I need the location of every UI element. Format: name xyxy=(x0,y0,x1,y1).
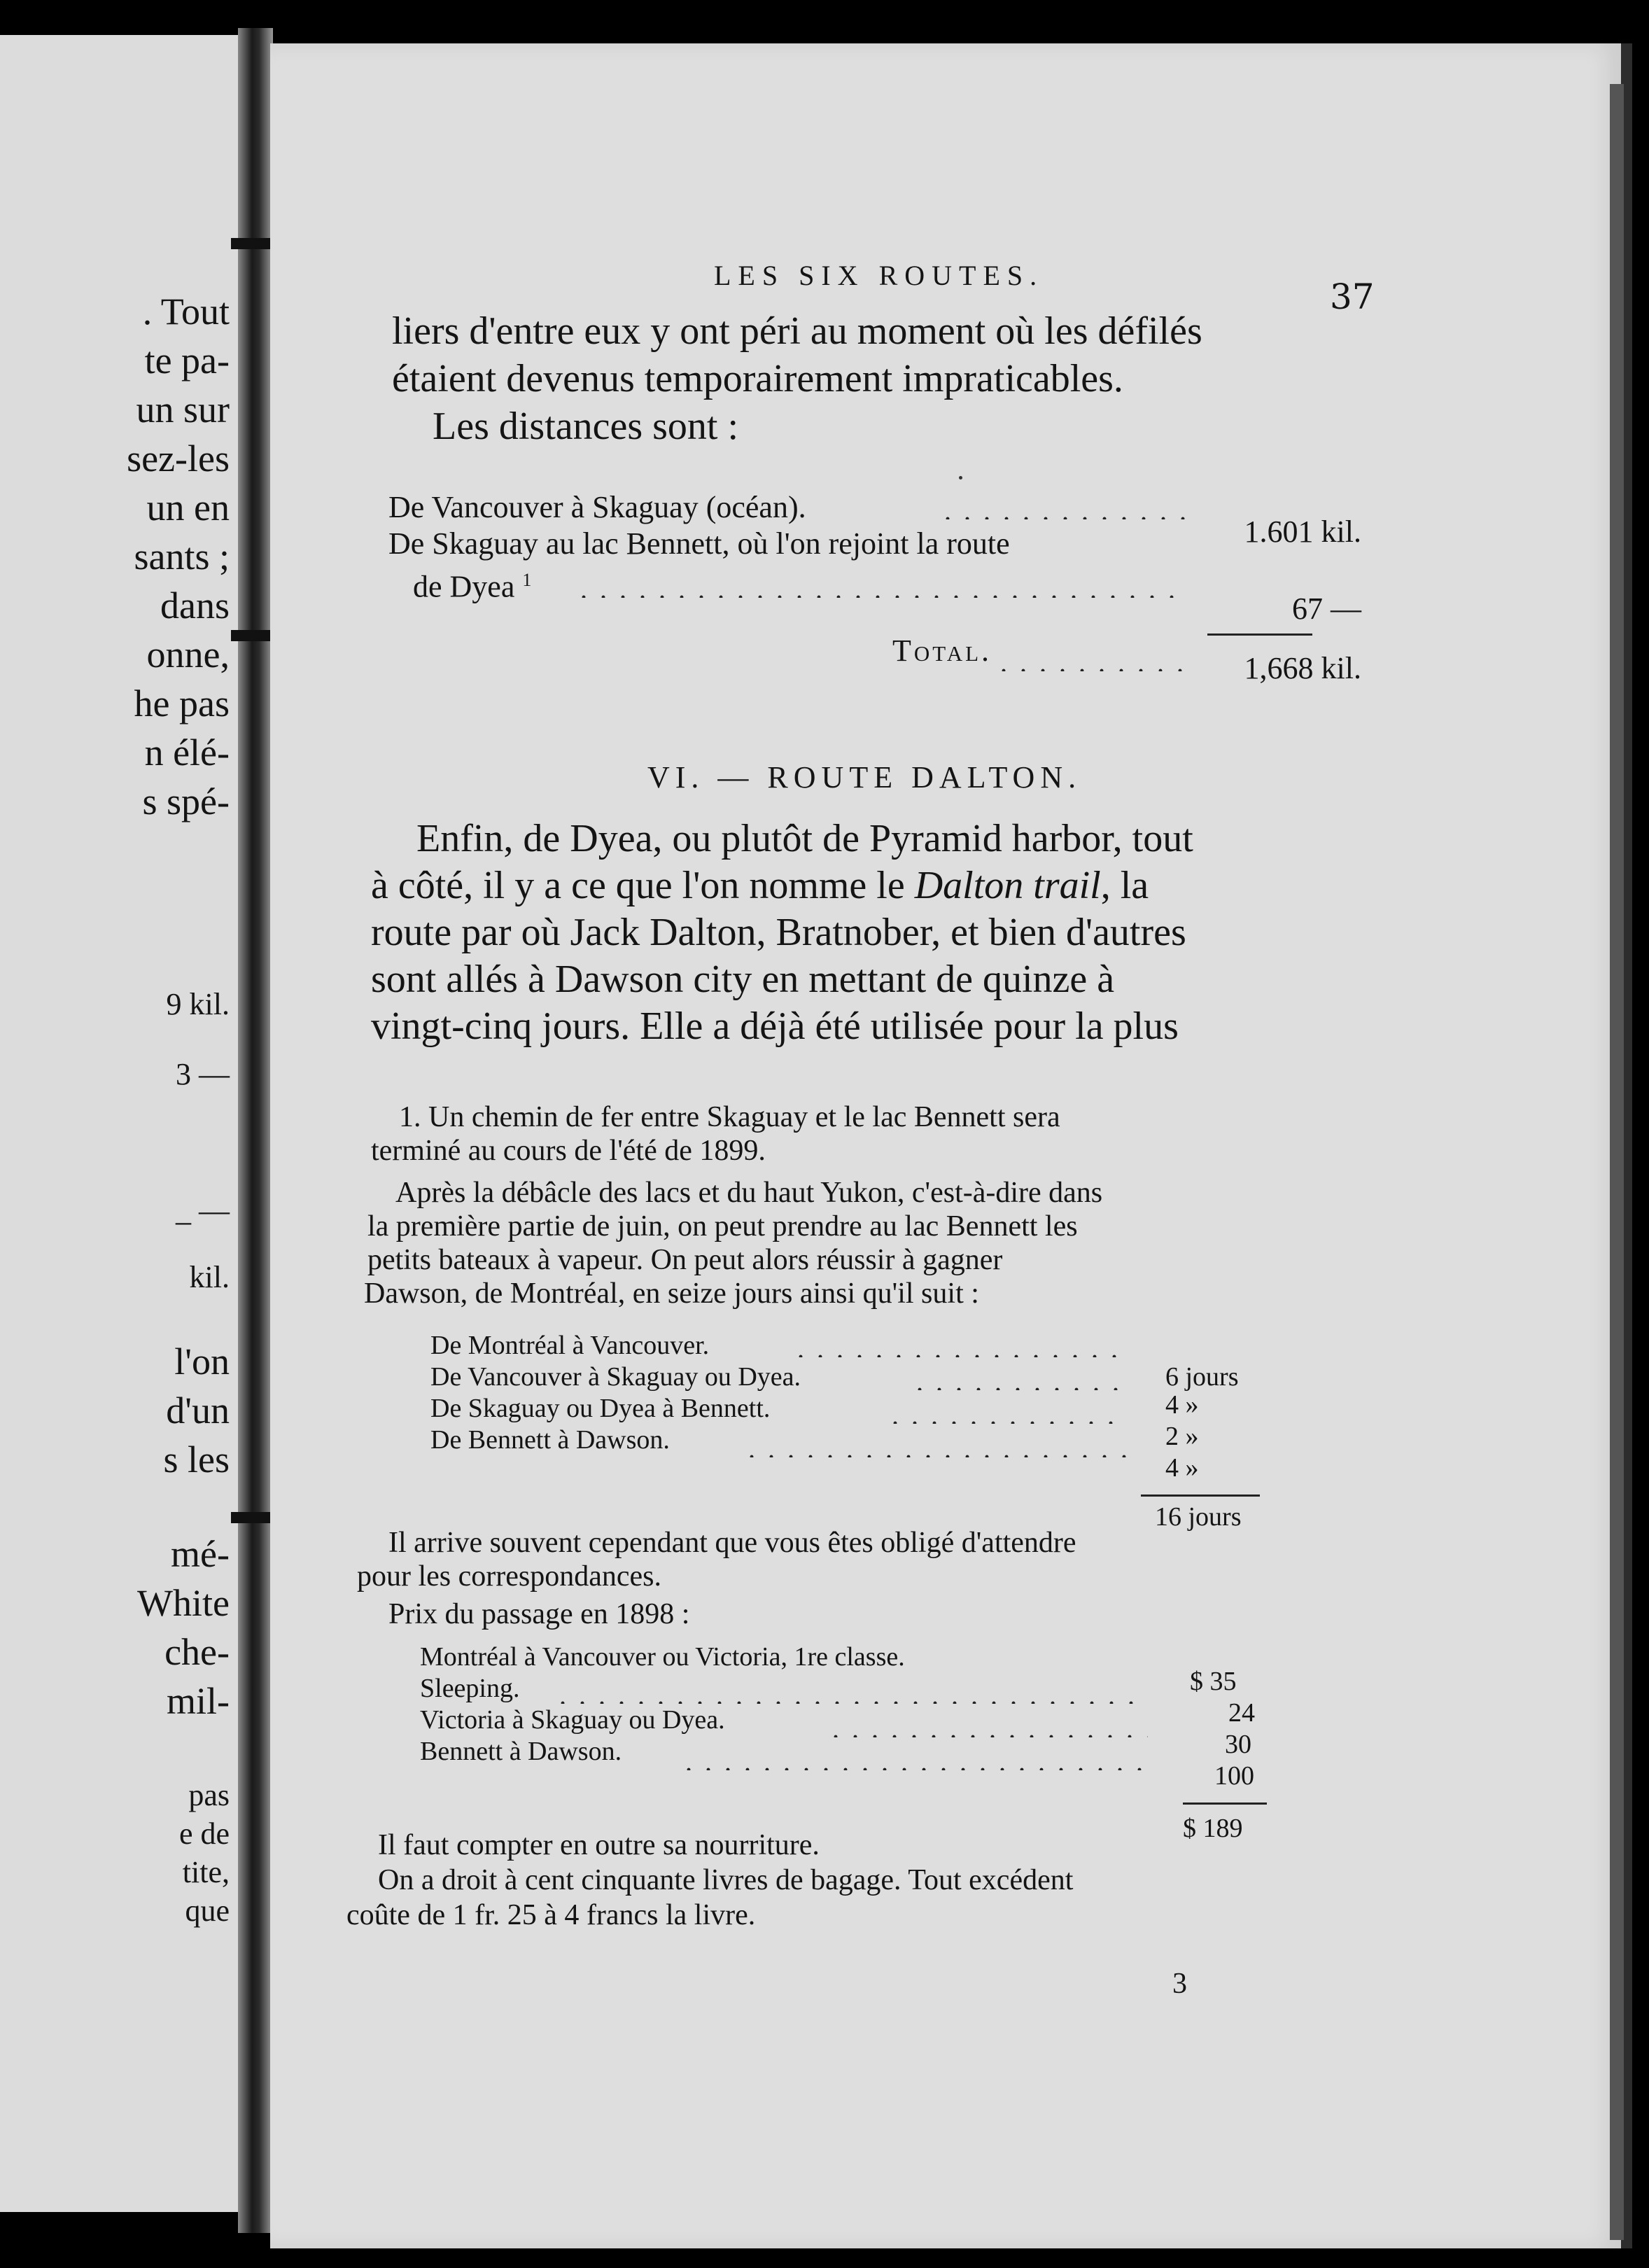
text-line: liers d'entre eux y ont péri au moment où les défilés xyxy=(392,309,1202,353)
page-edge xyxy=(1610,84,1624,2240)
left-fragment: n élé- xyxy=(144,732,230,774)
dot-leader xyxy=(574,595,1176,598)
dot-leader xyxy=(826,1735,1148,1737)
left-fragment: che- xyxy=(164,1631,230,1673)
footnote-line: Il arrive souvent cependant que vous êtes obligé d'attendre xyxy=(388,1527,1076,1559)
left-fragment: White xyxy=(137,1582,230,1624)
left-fragment: pas xyxy=(188,1778,230,1812)
footnote-marker: 1 xyxy=(522,570,532,590)
text-line: route par où Jack Dalton, Bratnober, et bien d'autres xyxy=(371,911,1186,954)
left-fragment: _ — xyxy=(176,1194,230,1228)
sum-rule xyxy=(1183,1802,1267,1805)
distance-row-label: de Dyea $^1$ xyxy=(413,569,532,604)
page-number: 37 xyxy=(1330,276,1375,317)
text-line: étaient devenus temporairement impraticables. xyxy=(392,357,1123,400)
dot-leader xyxy=(910,1387,1127,1390)
signature-mark: 3 xyxy=(1172,1968,1187,2000)
left-fragment: mé- xyxy=(171,1533,230,1575)
footnote-line: On a droit à cent cinquante livres de bagage. Tout excédent xyxy=(378,1864,1074,1896)
dot-leader xyxy=(885,1421,1127,1424)
footnote-line: Après la débâcle des lacs et du haut Yukon, c'est-à-dire dans xyxy=(395,1177,1103,1209)
left-fragment: 9 kil. xyxy=(166,987,230,1021)
section-title: VI. — ROUTE DALTON. xyxy=(647,760,1082,794)
itinerary-label: De Montréal à Vancouver. xyxy=(430,1331,710,1360)
price-value: 30 xyxy=(1225,1730,1251,1759)
dot-leader xyxy=(553,1701,1148,1704)
left-fragment: . Tout xyxy=(142,290,230,332)
total-label: Total. xyxy=(892,634,992,668)
footnote-line: Dawson, de Montréal, en seize jours ainsi qu'il suit : xyxy=(364,1278,979,1310)
price-label: Montréal à Vancouver ou Victoria, 1re classe. xyxy=(420,1642,905,1672)
text-line: Enfin, de Dyea, ou plutôt de Pyramid harbor, tout xyxy=(416,817,1193,860)
distance-row-label: De Skaguay au lac Bennett, où l'on rejoint la route xyxy=(388,526,1010,561)
left-fragment: sants ; xyxy=(134,536,230,578)
dot-leader xyxy=(791,1354,1127,1357)
left-fragment: un sur xyxy=(136,388,230,430)
left-fragment: d'un xyxy=(166,1390,230,1432)
footnote-line: pour les correspondances. xyxy=(357,1560,662,1592)
footnote-line: terminé au cours de l'été de 1899. xyxy=(371,1135,766,1167)
price-label: Victoria à Skaguay ou Dyea. xyxy=(420,1705,725,1735)
price-label: Sleeping. xyxy=(420,1674,520,1703)
itinerary-label: De Skaguay ou Dyea à Bennett. xyxy=(430,1394,771,1423)
footnote-line: coûte de 1 fr. 25 à 4 francs la livre. xyxy=(346,1899,756,1931)
left-fragment: un en xyxy=(146,486,230,528)
left-fragment: onne, xyxy=(146,634,230,676)
left-fragment: 3 — xyxy=(176,1057,230,1091)
distance-row-value: 1.601 kil. xyxy=(1244,514,1361,549)
left-fragment: kil. xyxy=(189,1260,230,1294)
left-fragment: dans xyxy=(160,584,230,626)
text-line: à côté, il y a ce que l'on nomme le Dalton trail, la xyxy=(371,864,1149,907)
left-fragment: s les xyxy=(163,1438,230,1480)
paper-speck xyxy=(959,476,962,479)
footnote-line: Prix du passage en 1898 : xyxy=(388,1598,690,1630)
itinerary-total: 16 jours xyxy=(1155,1502,1242,1532)
left-fragment: tite, xyxy=(182,1855,230,1889)
dot-leader xyxy=(679,1768,1148,1770)
dot-leader xyxy=(742,1455,1127,1457)
prices-total: $ 189 xyxy=(1183,1814,1243,1843)
total-value: 1,668 kil. xyxy=(1244,651,1361,685)
dalton-trail-italic: Dalton trail xyxy=(914,864,1101,907)
book-binding xyxy=(238,28,273,2233)
dot-leader xyxy=(938,517,1197,519)
itinerary-value: 4 » xyxy=(1165,1453,1199,1483)
dot-leader xyxy=(994,668,1183,671)
itinerary-label: De Bennett à Dawson. xyxy=(430,1425,670,1455)
left-fragment: sez-les xyxy=(127,438,230,479)
left-fragment: mil- xyxy=(167,1680,230,1722)
previous-page-fragment xyxy=(0,35,240,2212)
footnote-line: 1. Un chemin de fer entre Skaguay et le lac Bennett sera xyxy=(399,1101,1060,1133)
left-fragment: s spé- xyxy=(142,780,230,822)
itinerary-value: 2 » xyxy=(1165,1422,1199,1451)
price-value: 100 xyxy=(1214,1761,1254,1791)
text-line: sont allés à Dawson city en mettant de quinze à xyxy=(371,958,1115,1001)
footnote-line: petits bateaux à vapeur. On peut alors réussir à gagner xyxy=(367,1244,1003,1276)
distance-row-label: De Vancouver à Skaguay (océan). xyxy=(388,490,806,524)
footnote-line: Il faut compter en outre sa nourriture. xyxy=(378,1829,820,1861)
left-fragment: te pa- xyxy=(144,340,230,382)
price-value: $ 35 xyxy=(1190,1667,1237,1696)
left-fragment: que xyxy=(185,1893,230,1928)
left-fragment: e de xyxy=(178,1816,230,1851)
left-fragment: he pas xyxy=(134,682,230,724)
itinerary-label: De Vancouver à Skaguay ou Dyea. xyxy=(430,1362,801,1392)
text-line: Les distances sont : xyxy=(433,405,739,448)
running-head: LES SIX ROUTES. xyxy=(714,260,1044,291)
distance-row-value: 67 — xyxy=(1292,592,1361,626)
price-value: 24 xyxy=(1228,1698,1255,1728)
left-fragment: l'on xyxy=(174,1340,230,1382)
text-line: vingt-cinq jours. Elle a déjà été utilisée pour la plus xyxy=(371,1004,1179,1048)
itinerary-value: 6 jours xyxy=(1165,1362,1239,1392)
price-label: Bennett à Dawson. xyxy=(420,1737,622,1766)
itinerary-value: 4 » xyxy=(1165,1390,1199,1420)
footnote-line: la première partie de juin, on peut prendre au lac Bennett les xyxy=(367,1210,1078,1242)
sum-rule xyxy=(1207,634,1312,636)
sum-rule xyxy=(1141,1494,1260,1497)
